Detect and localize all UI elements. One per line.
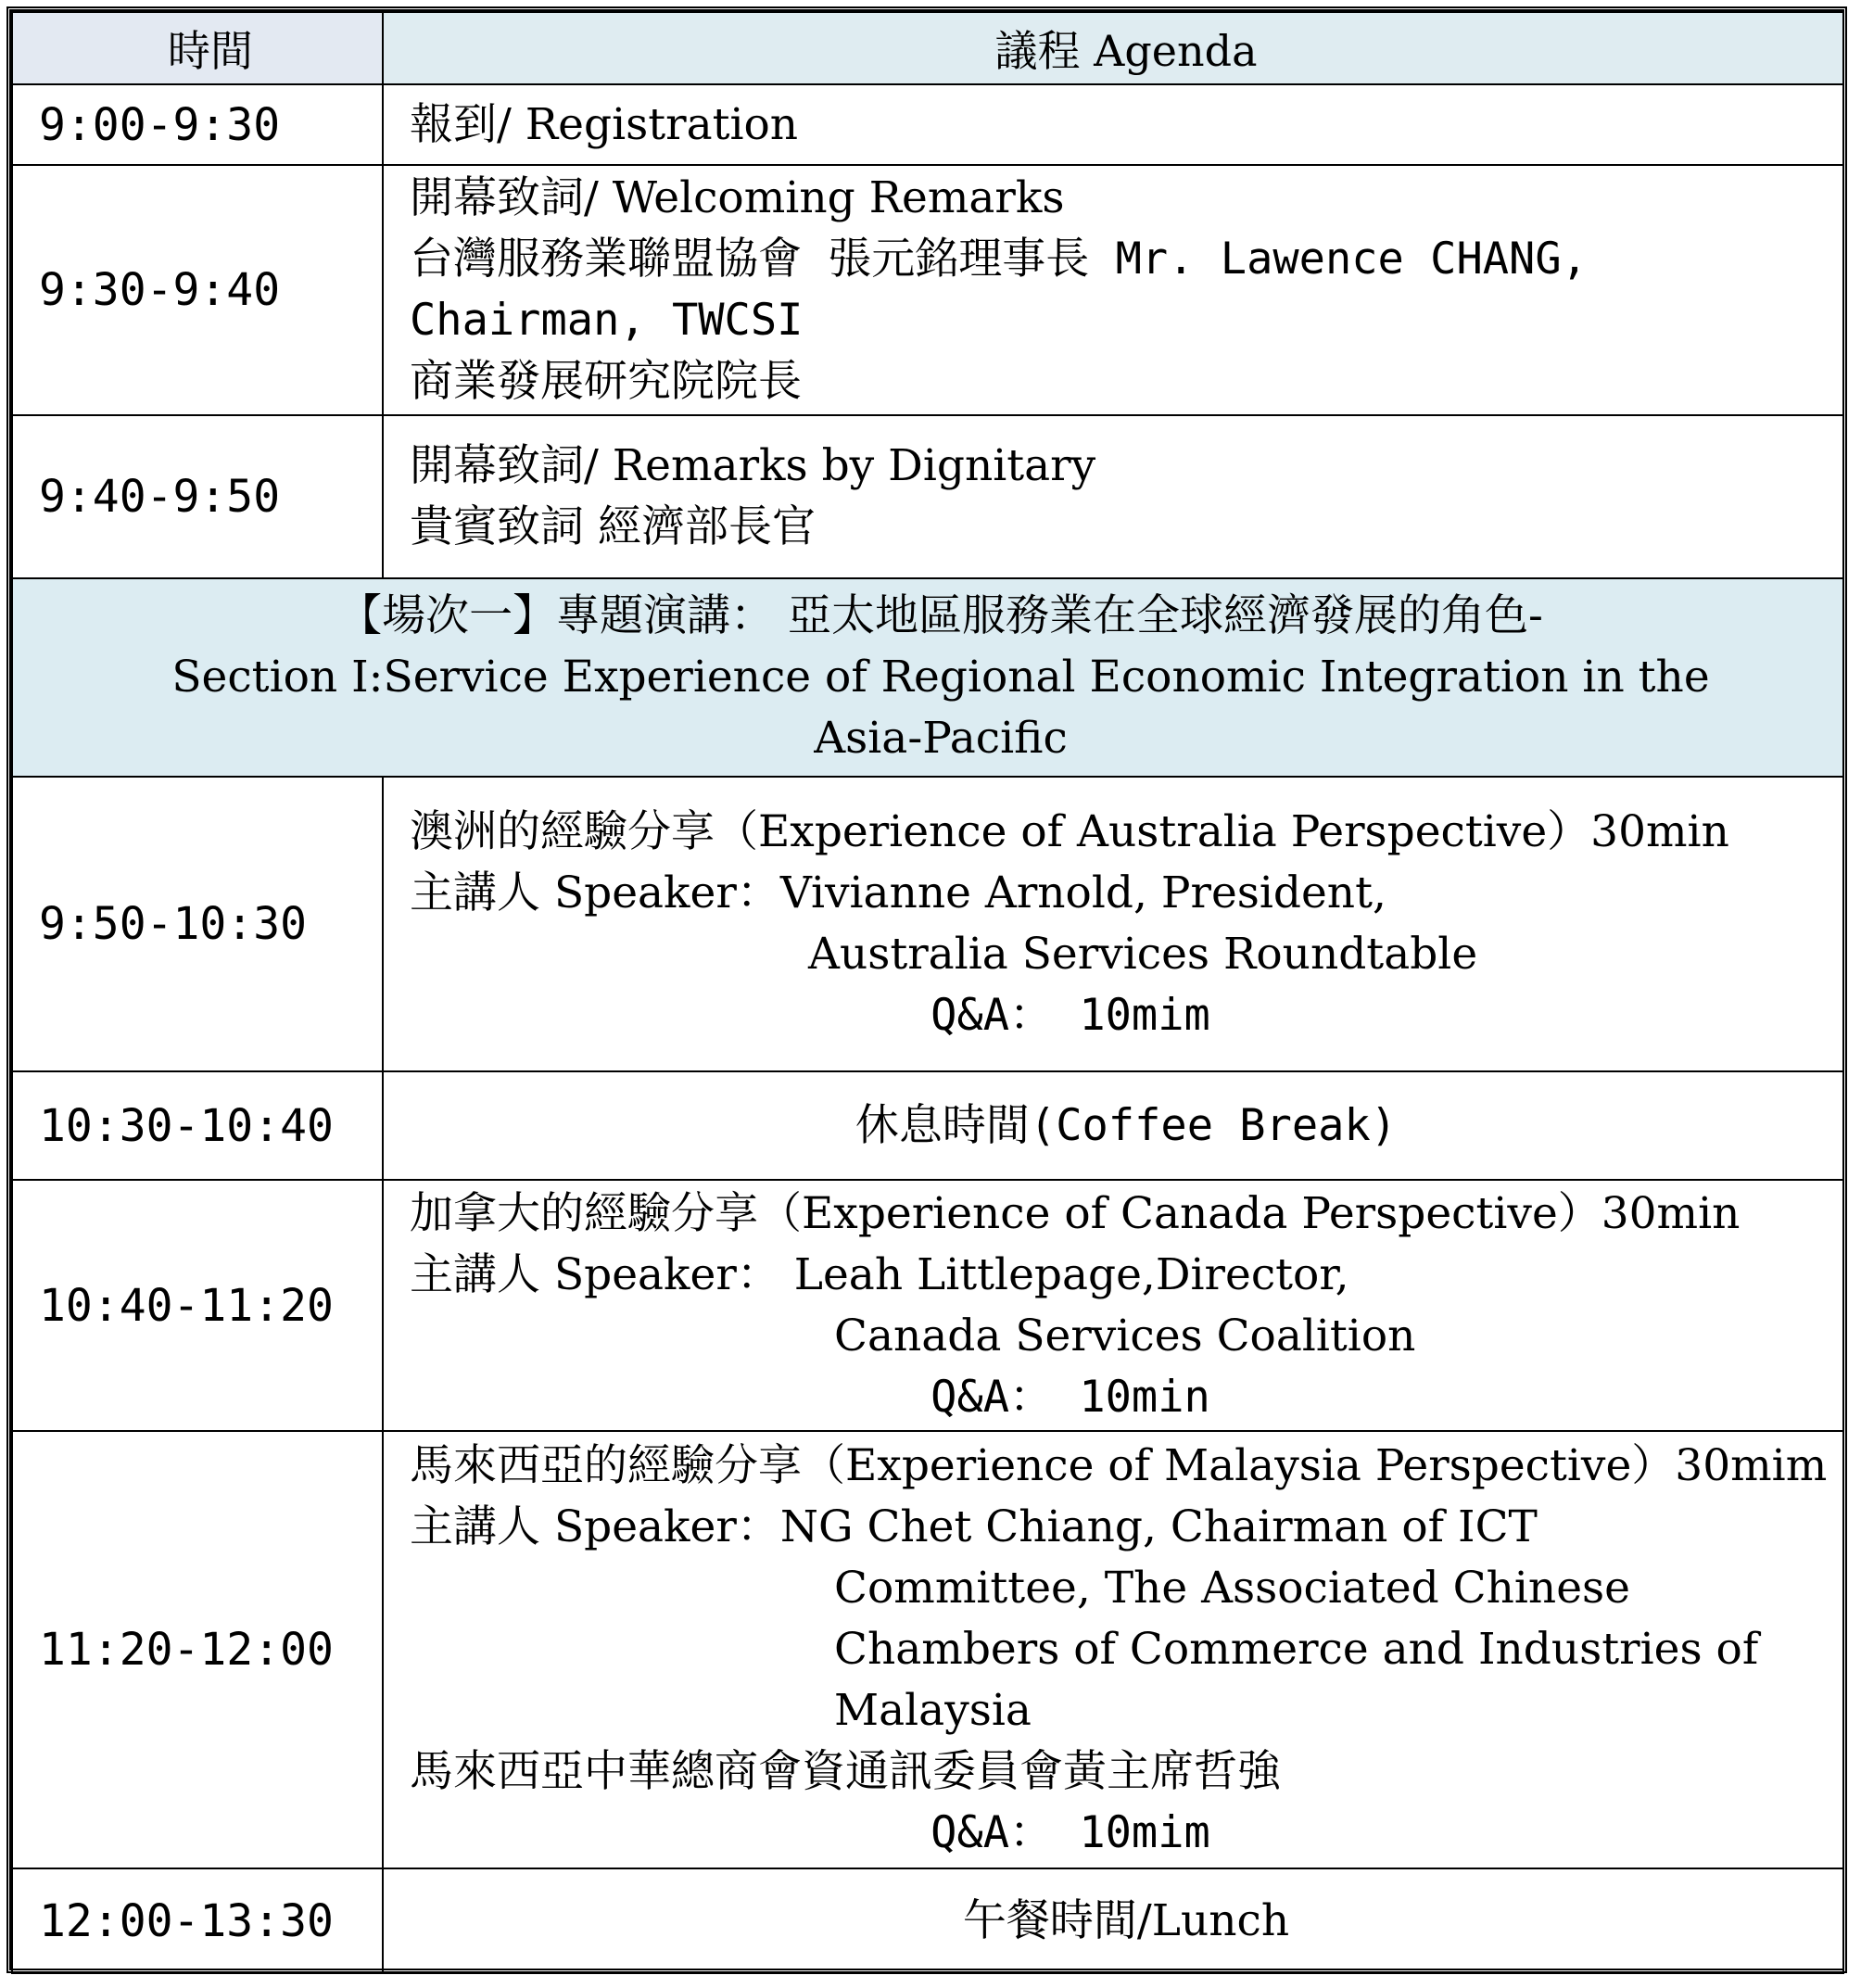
qa-line: Q&A： 10mim <box>930 990 1210 1041</box>
time-cell: 9:00-9:30 <box>12 84 383 165</box>
table-row <box>12 1431 1843 1868</box>
time-cell: 10:30-10:40 <box>12 1071 383 1180</box>
speaker-line-cont: Canada Services Coalition <box>834 1310 1416 1361</box>
section-title-zh: 【場次一】專題演講： 亞太地區服務業在全球經濟發展的角色- <box>338 590 1543 641</box>
table-row <box>12 1868 1843 1973</box>
break-cell: 休息時間(Coffee Break) <box>383 1071 1843 1180</box>
agenda-cell <box>383 415 1843 578</box>
time-cell: 9:30-9:40 <box>12 165 383 415</box>
talk-title: 加拿大的經驗分享（Experience of Canada Perspective）30min <box>410 1187 1741 1239</box>
table-row <box>12 415 1843 578</box>
agenda-line: Chairman, TWCSI <box>410 295 804 346</box>
break-cell: 午餐時間/Lunch <box>383 1868 1843 1973</box>
agenda-line: 開幕致詞/ Welcoming Remarks <box>410 172 1065 223</box>
qa-line: Q&A： 10min <box>930 1371 1210 1423</box>
table-row <box>12 777 1843 1071</box>
section-title <box>12 578 1843 777</box>
table-row <box>12 1180 1843 1431</box>
agenda-line: 商業發展研究院院長 <box>410 356 802 407</box>
agenda-cell <box>383 1180 1843 1431</box>
speaker-line <box>410 1245 1842 1306</box>
speaker-prefix: 主講人 Speaker： <box>410 1501 780 1552</box>
speaker-prefix: 主講人 Speaker： <box>410 1248 780 1300</box>
agenda-line: 貴賓致詞 經濟部長官 <box>410 501 816 552</box>
speaker-line-cont: Chambers of Commerce and Industries of <box>834 1624 1759 1675</box>
agenda-cell <box>383 165 1843 415</box>
qa-line: Q&A： 10mim <box>930 1807 1210 1858</box>
agenda-line: 台灣服務業聯盟協會 張元銘理事長 Mr. Lawence CHANG, <box>410 234 1588 285</box>
speaker-line-cont: Australia Services Roundtable <box>808 929 1478 980</box>
section-title-en: Section I:Service Experience of Regional Economic Integration in the <box>171 652 1710 703</box>
agenda-cell <box>383 84 1843 165</box>
speaker-name: Vivianne Arnold, President, <box>779 867 1386 918</box>
time-cell: 9:50-10:30 <box>12 777 383 1071</box>
speaker-line-cont: Malaysia <box>834 1685 1032 1736</box>
table-row <box>12 1071 1843 1180</box>
agenda-cell <box>383 1431 1843 1868</box>
time-cell: 10:40-11:20 <box>12 1180 383 1431</box>
agenda-column-header: 議程 Agenda <box>383 12 1843 84</box>
time-cell: 9:40-9:50 <box>12 415 383 578</box>
speaker-prefix: 主講人 Speaker： <box>410 867 780 918</box>
speaker-chinese-title: 馬來西亞中華總商會資通訊委員會黃主席哲強 <box>410 1746 1281 1797</box>
section-title-en-cont: Asia-Pacific <box>814 713 1068 764</box>
time-cell: 12:00-13:30 <box>12 1868 383 1973</box>
section-header-row <box>12 578 1843 777</box>
time-column-header: 時間 <box>12 12 383 84</box>
talk-title: 澳洲的經驗分享（Experience of Australia Perspective）30min <box>410 806 1729 857</box>
speaker-line <box>410 1497 1842 1558</box>
agenda-line: 報到/ Registration <box>410 98 799 150</box>
speaker-line-cont: Committee, The Associated Chinese <box>834 1563 1630 1614</box>
time-cell: 11:20-12:00 <box>12 1431 383 1868</box>
speaker-name: NG Chet Chiang, Chairman of ICT <box>779 1501 1538 1552</box>
table-row <box>12 84 1843 165</box>
speaker-line <box>410 863 1842 924</box>
speaker-name: Leah Littlepage,Director, <box>779 1248 1349 1300</box>
talk-title: 馬來西亞的經驗分享（Experience of Malaysia Perspective）30mim <box>410 1440 1828 1491</box>
agenda-line: 開幕致詞/ Remarks by Dignitary <box>410 440 1096 491</box>
agenda-table <box>11 11 1844 1974</box>
table-header-row <box>12 12 1843 84</box>
table-row <box>12 165 1843 415</box>
agenda-cell <box>383 777 1843 1071</box>
